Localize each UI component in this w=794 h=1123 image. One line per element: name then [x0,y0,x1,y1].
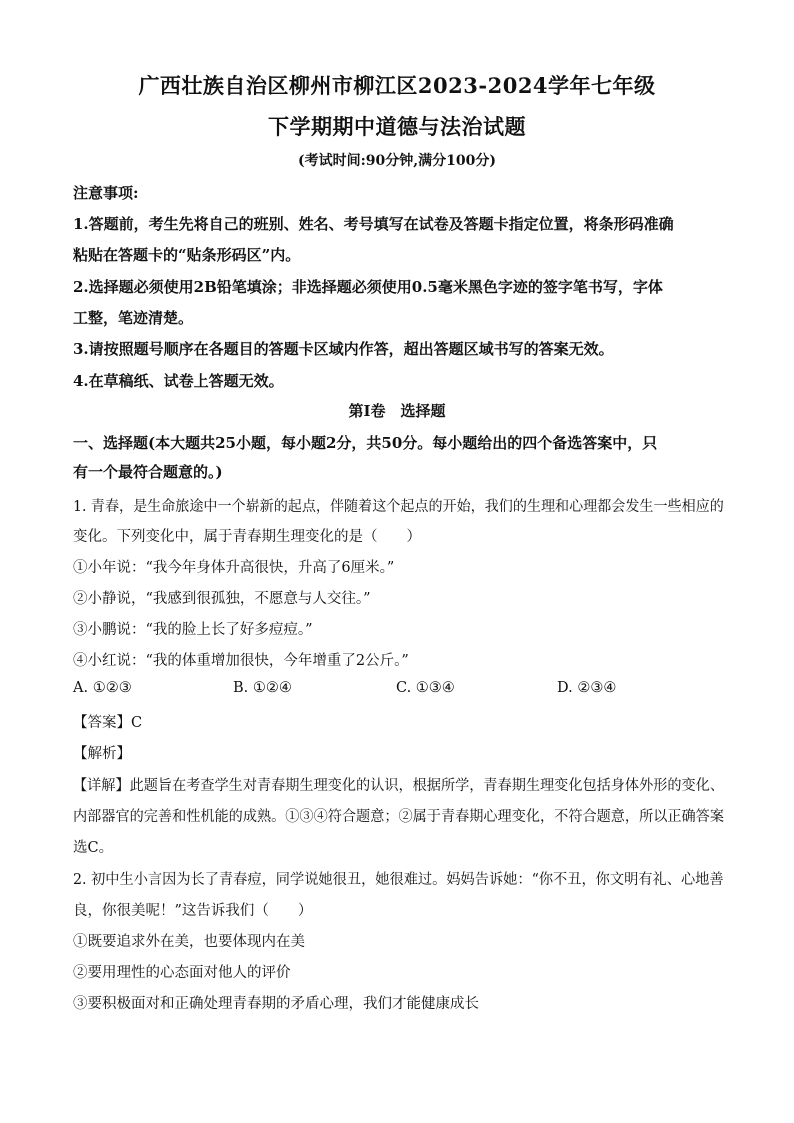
q1-statement: ④小红说：“我的体重增加很快，今年增重了2公斤。” [73,653,409,669]
q1-option-d: D. ②③④ [557,680,617,696]
q1-detail: 【详解】此题旨在考查学生对青春期生理变化的认识，根据所学，青春期生理变化包括身体外形的变化、 [73,778,724,794]
notice-item: 4.在草稿纸、试卷上答题无效。 [73,372,284,390]
notice-heading: 注意事项: [73,184,139,202]
q1-stem: 1. 青春，是生命旅途中一个崭新的起点，伴随着这个起点的开始，我们的生理和心理都会发生一些相应的 [73,499,724,515]
q1-stem: 变化。下列变化中，属于青春期生理变化的是（ ） [73,529,421,545]
exam-title-line2: 下学期期中道德与法治试题 [268,114,526,139]
q2-stem: 2. 初中生小言因为长了青春痘，同学说她很丑，她很难过。妈妈告诉她：“你不丑，你文明有礼、心地善 [73,872,724,888]
exam-info: (考试时间:90分钟,满分100分) [298,153,496,169]
exam-title-line1: 广西壮族自治区柳州市柳江区2023-2024学年七年级 [138,73,656,98]
q2-statement: ①既要追求外在美，也要体现内在美 [73,934,305,950]
q1-detail: 内部器官的完善和性机能的成熟。①③④符合题意；②属于青春期心理变化，不符合题意，所以正确答案 [73,809,724,825]
q1-detail: 选C。 [73,840,114,856]
notice-item: 工整，笔迹清楚。 [73,309,194,327]
notice-item: 3.请按照题号顺序在各题目的答题卡区域内作答，超出答题区域书写的答案无效。 [73,340,614,358]
section-title: 第Ⅰ卷 选择题 [348,402,446,420]
section-instruction: 有一个最符合题意的。) [73,463,223,481]
q2-stem: 良，你很美呢！”这告诉我们（ ） [73,903,313,919]
q2-statement: ②要用理性的心态面对他人的评价 [73,965,291,981]
q1-statement: ①小年说：“我今年身体升高很快，升高了6厘米。” [73,560,395,576]
notice-item: 粘贴在答题卡的“贴条形码区”内。 [73,246,301,264]
notice-item: 2.选择题必须使用2B铅笔填涂；非选择题必须使用0.5毫米黑色字迹的签字笔书写，字体 [73,278,663,296]
q1-option-c: C. ①③④ [396,680,455,696]
q1-option-b: B. ①②④ [233,680,292,696]
section-instruction: 一、选择题(本大题共25小题，每小题2分，共50分。每小题给出的四个备选答案中，只 [73,434,658,452]
q1-statement: ②小静说，“我感到很孤独，不愿意与人交往。” [73,591,371,607]
q1-statement: ③小鹏说：“我的脸上长了好多痘痘。” [73,622,313,638]
q1-option-a: A. ①②③ [73,680,132,696]
q1-analysis-label: 【解析】 [73,746,131,762]
notice-item: 1.答题前，考生先将自己的班别、姓名、考号填写在试卷及答题卡指定位置，将条形码准确 [73,215,674,233]
q2-statement: ③要积极面对和正确处理青春期的矛盾心理，我们才能健康成长 [73,996,479,1012]
q1-answer: 【答案】C [73,715,143,731]
